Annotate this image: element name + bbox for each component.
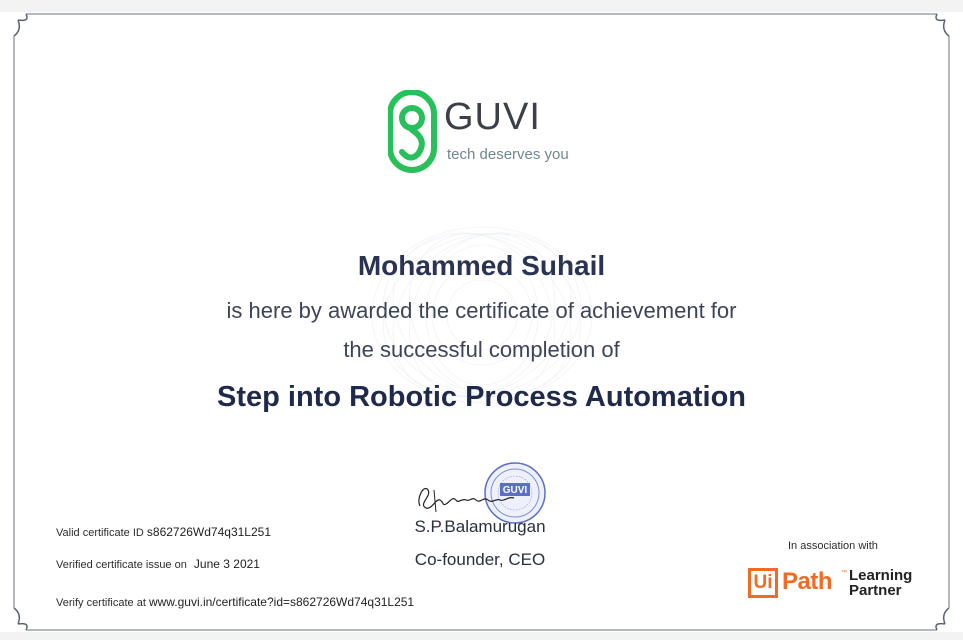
- association-text: In association with: [788, 540, 878, 552]
- brand-tagline: tech deserves you: [447, 146, 569, 163]
- learning-partner-line1: Learning: [849, 567, 913, 584]
- signatory-name: S.P.Balamurugan: [414, 517, 546, 536]
- award-text-line1: is here by awarded the certificate of achievement for: [226, 298, 737, 323]
- guvi-g-icon: [388, 90, 440, 180]
- signatory-title: Co-founder, CEO: [414, 550, 546, 569]
- uipath-logo: [748, 566, 938, 606]
- certificate-id: [56, 525, 271, 539]
- guvi-logo: [388, 90, 588, 180]
- certificate-id-label: Valid certificate ID: [56, 527, 144, 539]
- signature: [414, 476, 524, 516]
- verify-label: Verify certificate at: [56, 597, 146, 609]
- seal-label: GUVI: [502, 485, 528, 496]
- verify-link: [56, 595, 414, 609]
- uipath-path-text: Path: [782, 568, 833, 595]
- issue-date-value: June 3 2021: [193, 557, 260, 571]
- certificate: [0, 12, 963, 632]
- issue-date-label: Verified certificate issue on: [56, 559, 187, 571]
- uipath-trademark: ™: [841, 570, 847, 576]
- verify-url[interactable]: www.guvi.in/certificate?id=s862726Wd74q31L251: [148, 595, 415, 609]
- award-text-line2: the successful completion of: [343, 337, 620, 362]
- course-title: Step into Robotic Process Automation: [216, 381, 746, 413]
- brand-name: GUVI: [444, 96, 541, 138]
- certificate-id-value: s862726Wd74q31L251: [146, 525, 271, 539]
- learning-partner-line2: Partner: [849, 582, 902, 599]
- recipient-name: Mohammed Suhail: [357, 250, 606, 281]
- uipath-ui-box: Ui: [748, 568, 778, 598]
- issue-date: [56, 557, 260, 571]
- learning-partner-label: [849, 568, 912, 598]
